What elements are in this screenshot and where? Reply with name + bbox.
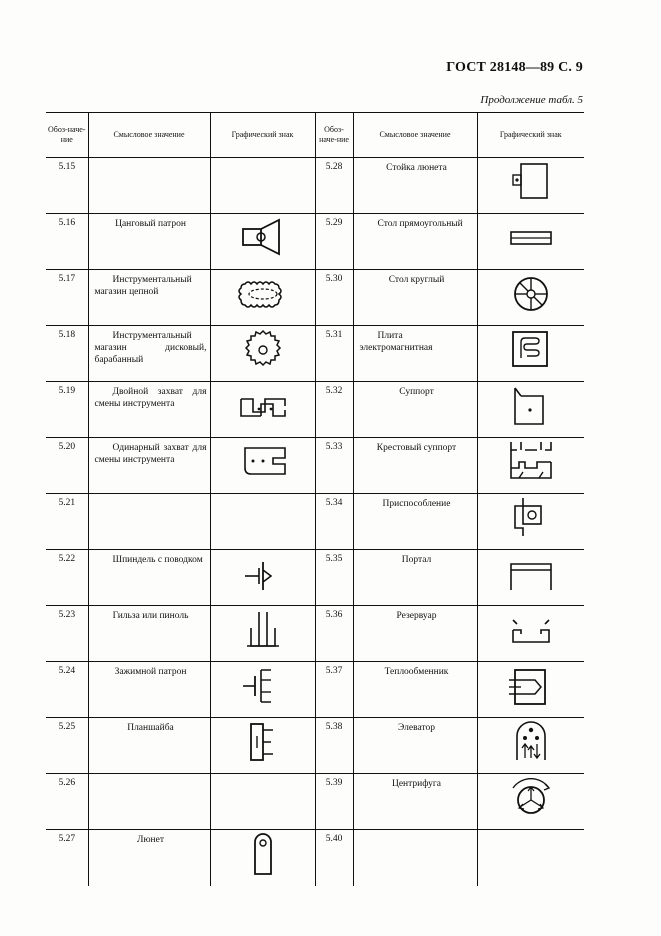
row-num: 5.24 [46,662,88,718]
col-header-num: Обоз-наче-ние [46,113,88,158]
row-sign [210,438,315,494]
table-row [46,718,584,774]
row-num: 5.35 [315,550,353,606]
row-sign [210,662,315,718]
row-num: 5.21 [46,494,88,550]
row-num: 5.23 [46,606,88,662]
table-row [46,494,584,550]
row-sign [477,718,584,774]
row-num: 5.36 [315,606,353,662]
row-sign [210,158,315,214]
row-meaning: Крестовый суппорт [353,438,477,494]
row-meaning: Центрифуга [353,774,477,830]
row-sign [210,382,315,438]
row-meaning: Стойка люнета [353,158,477,214]
row-num: 5.30 [315,270,353,326]
row-sign [210,214,315,270]
row-sign [210,550,315,606]
row-num: 5.28 [315,158,353,214]
row-sign [477,550,584,606]
row-num: 5.18 [46,326,88,382]
row-meaning: Теплообменник [353,662,477,718]
row-num: 5.19 [46,382,88,438]
chain-tool-magazine-icon [233,270,293,316]
spindle-driver-icon [233,550,293,596]
page-header: ГОСТ 28148—89 С. 9 [446,60,583,75]
row-num: 5.26 [46,774,88,830]
row-num: 5.25 [46,718,88,774]
row-meaning: Цанговый патрон [88,214,210,270]
row-meaning [353,830,477,887]
row-meaning: Одинарный захват для смены инструмента [88,438,210,494]
row-meaning: Стол круглый [353,270,477,326]
row-meaning: Резервуар [353,606,477,662]
row-sign [477,270,584,326]
disk-tool-magazine-icon [233,326,293,372]
row-num: 5.27 [58,834,76,844]
centrifuge-icon [501,774,561,820]
faceplate-icon [233,718,293,764]
round-table-icon [501,270,561,316]
magnetic-plate-icon [501,326,561,372]
row-num: 5.31 [315,326,353,382]
row-sign [210,326,315,382]
carriage-icon [501,382,561,428]
fixture-icon [501,494,561,540]
row-num: 5.39 [315,774,353,830]
row-num: 5.38 [315,718,353,774]
row-num: 5.15 [46,158,88,214]
row-num: 5.37 [315,662,353,718]
row-sign [477,830,584,887]
table-row [46,550,584,606]
portal-icon [501,550,561,596]
table-row [46,270,584,326]
table-header-row [46,113,584,158]
cross-slide-icon [501,438,561,484]
row-num: 5.22 [46,550,88,606]
row-meaning: Портал [353,550,477,606]
row-sign [477,158,584,214]
clamping-chuck-icon [233,662,293,708]
row-meaning: Стол прямоугольный [353,214,477,270]
col-header-num-2: Обоз-наче-ние [315,113,353,158]
row-sign [210,270,315,326]
row-sign [477,214,584,270]
row-meaning: Инструментальный магазин дисковый, барабанный [88,326,210,382]
row-meaning [88,158,210,214]
row-sign [210,774,315,830]
row-sign [210,718,315,774]
col-header-sign: Графический знак [210,113,315,158]
row-sign [210,606,315,662]
row-meaning: Суппорт [353,382,477,438]
row-meaning [88,774,210,830]
row-num: 5.33 [315,438,353,494]
row-meaning: Гильза или пиноль [88,606,210,662]
double-gripper-icon [233,382,293,428]
row-num: 5.17 [46,270,88,326]
row-meaning [88,494,210,550]
row-num: 5.20 [46,438,88,494]
row-sign [477,606,584,662]
row-sign [477,774,584,830]
table-row [46,438,584,494]
table-row [46,830,584,887]
row-sign [477,662,584,718]
row-sign [477,494,584,550]
row-meaning: Люнет [88,830,210,887]
table-continuation-label: Продолжение табл. 5 [480,94,583,106]
row-num: 5.29 [315,214,353,270]
rectangular-table-icon [501,214,561,260]
quill-icon [233,606,293,652]
row-meaning: Плита электромагнитная [353,326,477,382]
table-row [46,606,584,662]
row-sign [477,326,584,382]
table-row [46,774,584,830]
row-num: 5.32 [315,382,353,438]
elevator-icon [501,718,561,764]
row-meaning: Зажимной патрон [88,662,210,718]
row-sign [477,438,584,494]
col-header-sign-2: Графический знак [477,113,584,158]
col-header-meaning-2: Смысловое значение [353,113,477,158]
row-num: 5.16 [46,214,88,270]
row-meaning: Элеватор [353,718,477,774]
row-sign [477,382,584,438]
symbols-table [46,112,584,886]
col-header-meaning: Смысловое значение [88,113,210,158]
heat-exchanger-icon [501,662,561,708]
table-row [46,158,584,214]
row-sign [210,494,315,550]
table-row [46,662,584,718]
row-meaning: Двойной захват для смены инструмента [88,382,210,438]
table-row [46,326,584,382]
row-sign [210,830,315,887]
row-meaning: Инструментальный магазин цепной [88,270,210,326]
row-meaning: Планшайба [88,718,210,774]
row-num: 5.40 [315,830,353,887]
steady-rest-stand-icon [501,158,561,204]
row-meaning: Приспособление [353,494,477,550]
row-meaning: Шпиндель с поводком [88,550,210,606]
row-num: 5.34 [315,494,353,550]
single-gripper-icon [233,438,293,484]
steady-rest-icon [233,830,293,876]
reservoir-icon [501,606,561,652]
table-row [46,382,584,438]
table-row [46,214,584,270]
collet-chuck-icon [233,214,293,260]
